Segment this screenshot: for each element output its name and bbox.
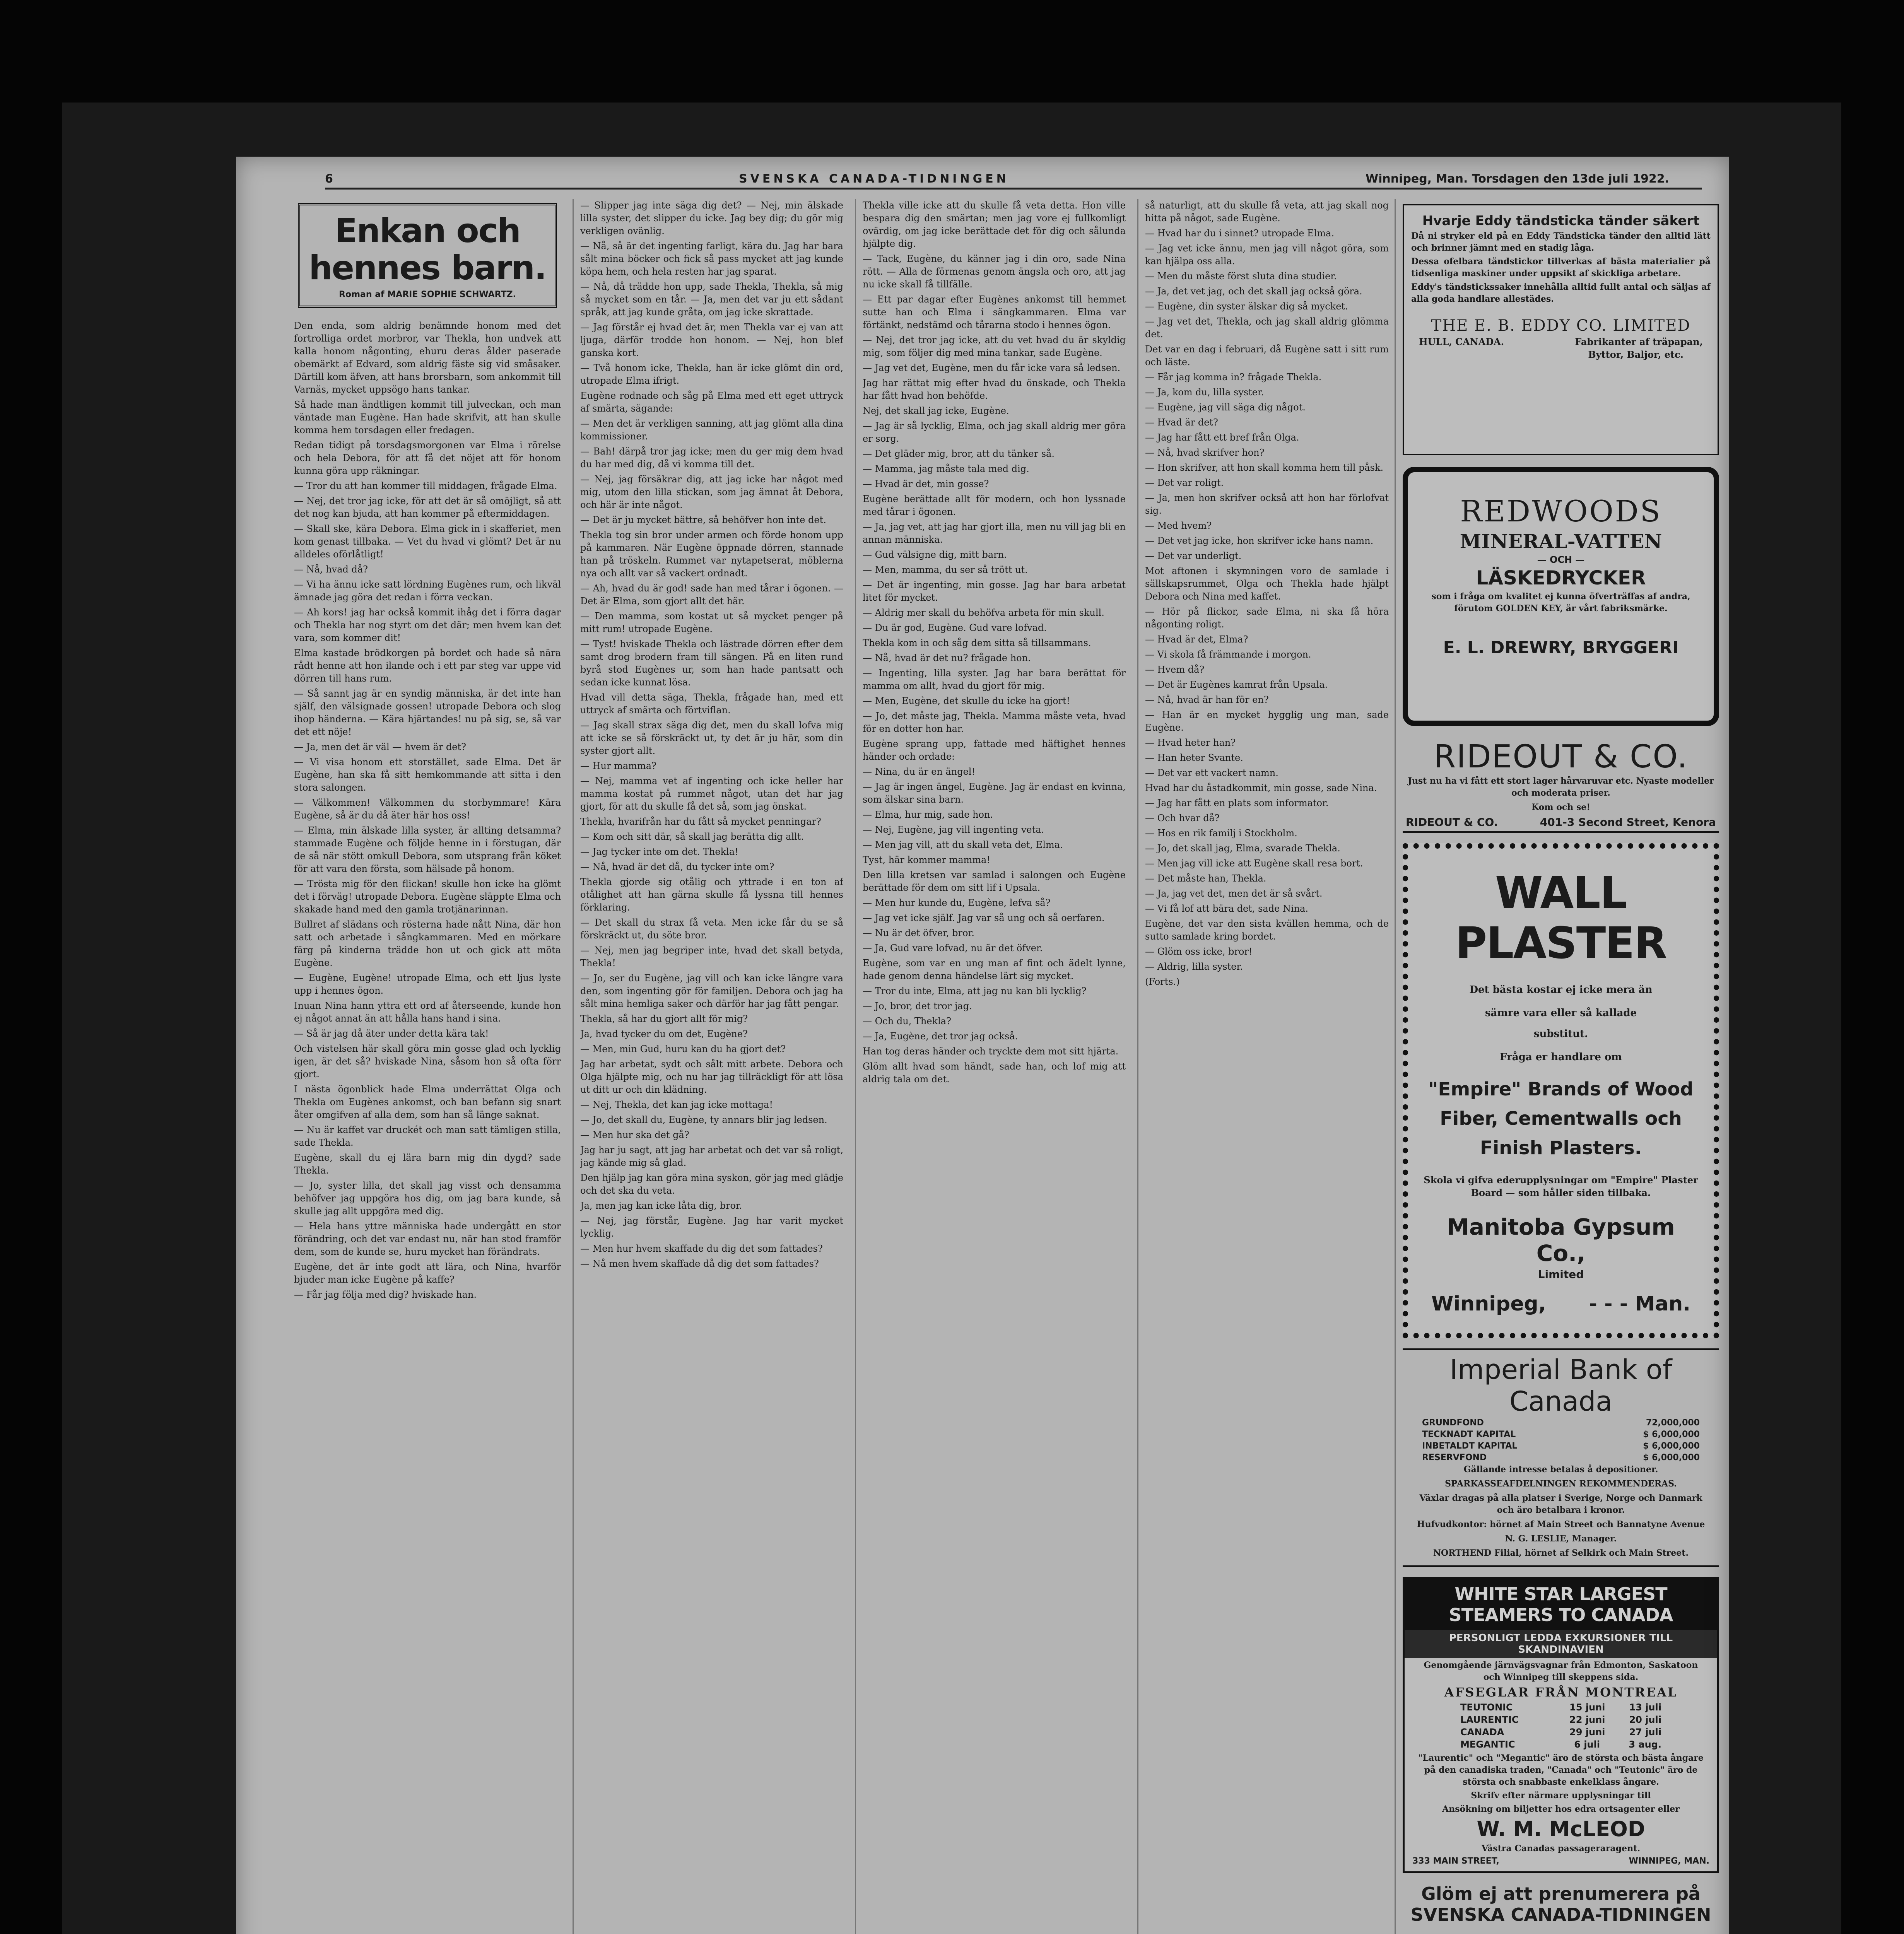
story-paragraph: — Vi skola få främmande i morgon.: [1145, 649, 1311, 660]
story-paragraph: — Nej, jag förstår, Eugène. Jag har varit mycket lycklig.: [580, 1215, 843, 1239]
story-paragraph: Ja, hvad tycker du om det, Eugène?: [580, 1029, 748, 1039]
story-paragraph: — Ja, men det är väl — hvem är det?: [294, 741, 467, 752]
ship-name: LAURENTIC: [1460, 1714, 1519, 1725]
story-column-2: [580, 199, 843, 1934]
bank-note: SPARKASSEAFDELNINGEN REKOMMENDERAS.: [1445, 1479, 1677, 1489]
white-star-via: Genomgående järnvägsvagnar från Edmonton, Saskatoon och Winnipeg till skeppens sida.: [1424, 1660, 1698, 1682]
story-paragraph: — Det är ingenting, min gosse. Jag har bara arbetat litet för mycket.: [863, 579, 1126, 603]
story-paragraph: — Tyst! hviskade Thekla och lästrade dörren efter dem samt drog brodern fram till sängen. På en liten rund byrå stod Eugènes ur, som han hade pantsatt och sedan icke kunnat lösa.: [580, 639, 843, 688]
story-paragraph: — Nej, jag försäkrar dig, att jag icke har något med mig, utom den lilla stickan, som jag ämnat åt Debora, och här är inte något.: [580, 474, 843, 510]
story-paragraph: — Ja, Gud vare lofvad, nu är det öfver.: [863, 943, 1043, 953]
story-paragraph: Thekla ville icke att du skulle få veta detta. Hon ville bespara dig den smärtan; men jag vore ej fullkomligt ovärdig, om jag icke berättade det för dig och sålunda hjälpte dig.: [863, 200, 1126, 249]
story-heading-box: [298, 203, 557, 308]
story-paragraph: Thekla tog sin bror under armen och förde honom upp på kammaren. När Eugène öppnade dörren, stannade han på tröskeln. Rummet var nytapetserat, möblerna nya och allt var så vackert ordnadt.: [580, 530, 843, 579]
story-paragraph: Och vistelsen här skall göra min gosse glad och lycklig igen, är det så? hviskade Nina, såsom hon så ofta förr gjort.: [294, 1043, 561, 1080]
story-paragraph: Eugène berättade allt för modern, och hon lyssnade med tårar i ögonen.: [863, 494, 1126, 517]
rideout-ad: [1403, 736, 1719, 833]
story-paragraph: — Ja, jag vet det, men det är så svårt.: [1145, 888, 1323, 899]
bank-note: Växlar dragas på alla platser i Sverige, Norge och Danmark och äro betalbara i kronor.: [1419, 1493, 1702, 1515]
white-star-ad: [1403, 1577, 1719, 1873]
story-paragraph: — Jo, det skall jag, Elma, svarade Thekla.: [1145, 843, 1340, 854]
story-paragraph: — Jo, ser du Eugène, jag vill och kan icke längre vara den, som ingenting gör för familjen. Debora och jag ha sålt mina hemliga saker och därför har jag fått pengar.: [580, 973, 843, 1009]
story-column-4: [1145, 199, 1389, 1934]
story-paragraph: — Med hvem?: [1145, 520, 1212, 531]
story-paragraph: Eugène rodnade och såg på Elma med ett eget uttryck af smärta, sägande:: [580, 390, 843, 414]
story-paragraph: — Ah, hvad du är god! sade han med tårar i ögonen. — Det är Elma, som gjort allt det här.: [580, 583, 843, 607]
story-paragraph: — Men hur hvem skaffade du dig det som fattades?: [580, 1243, 823, 1254]
story-paragraph: Ja, men jag kan icke låta dig, bror.: [580, 1200, 742, 1211]
redwoods-soft-drinks: LÄSKEDRYCKER: [1476, 567, 1646, 589]
story-paragraph: — Men du måste först sluta dina studier.: [1145, 271, 1337, 282]
story-paragraph: — Nej, men jag begriper inte, hvad det skall betyda, Thekla!: [580, 945, 843, 969]
story-paragraph: — Vi få lof att bära det, sade Nina.: [1145, 903, 1308, 914]
story-paragraph: (Forts.): [1145, 976, 1180, 987]
bank-title: Imperial Bank of Canada: [1449, 1354, 1672, 1417]
story-paragraph: — Jag vet icke ännu, men jag vill något göra, som kan hjälpa oss alla.: [1145, 243, 1389, 267]
ship-date: 15 juni: [1569, 1702, 1605, 1713]
eddy-line: Eddy's tändstickssaker innehålla alltid fullt antal och säljas af alla goda handlare allestädes.: [1411, 282, 1711, 304]
wall-plaster-ad: [1403, 843, 1719, 1338]
story-paragraph: — Gud välsigne dig, mitt barn.: [863, 549, 1007, 560]
white-star-subtitle: PERSONLIGT LEDDA EXKURSIONER TILL SKANDINAVIEN: [1405, 1630, 1717, 1658]
story-paragraph: — Det är ju mycket bättre, så behöfver hon inte det.: [580, 514, 826, 525]
white-star-agent-title: Västra Canadas passageraragent.: [1482, 1843, 1640, 1854]
story-paragraph: Redan tidigt på torsdagsmorgonen var Elma i rörelse och hela Debora, för att få det nöjet att för honom kunna göra upp räkningar.: [294, 440, 561, 476]
redwoods-conjunction: — OCH —: [1537, 554, 1585, 565]
story-paragraph: Det var en dag i februari, då Eugène satt i sitt rum och läste.: [1145, 344, 1389, 367]
eddy-place: HULL, CANADA.: [1419, 336, 1504, 347]
story-paragraph: — Men, mamma, du ser så trött ut.: [863, 564, 1028, 575]
story-paragraph: Eugène, det är inte godt att lära, och Nina, hvarför bjuder man icke Eugène på kaffe?: [294, 1261, 561, 1285]
story-paragraph: — Nu är det öfver, bror.: [863, 928, 974, 938]
bank-manager: N. G. LESLIE, Manager.: [1505, 1534, 1617, 1544]
story-paragraph: — Elma, min älskade lilla syster, är allting detsamma? stammade Eugène och följde henne in i förstugan, där de så när stött omkull Debora, som utsprang från köket för att vara den första, som hälsade på honom.: [294, 825, 561, 874]
story-paragraph: Eugène, skall du ej lära barn mig din dygd? sade Thekla.: [294, 1152, 561, 1176]
story-paragraph: — Jag vet icke själf. Jag var så ung och så oerfaren.: [863, 912, 1105, 923]
story-paragraph: — Hon skrifver, att hon skall komma hem till påsk.: [1145, 462, 1384, 473]
story-paragraph: Elma kastade brödkorgen på bordet och hade så nära rådt henne att hon ilande och i ett par steg var uppe vid dörren till hans rum.: [294, 648, 561, 684]
story-text-col3: [863, 199, 1126, 1086]
plaster-headline: "Empire" Brands of Wood Fiber, Cementwalls och Finish Plasters.: [1428, 1078, 1694, 1159]
eddy-heading: Hvarje Eddy tändsticka tänder säkert: [1422, 213, 1700, 229]
column-divider: [1395, 199, 1396, 1934]
rideout-address: 401-3 Second Street, Kenora: [1540, 816, 1716, 829]
story-paragraph: — Mamma, jag måste tala med dig.: [863, 463, 1029, 474]
story-paragraph: — Hos en rik familj i Stockholm.: [1145, 828, 1297, 839]
story-paragraph: — Nej, mamma vet af ingenting och icke heller har mamma kostat på rummet något, utan det har jag gjort, för att du skulle få det så, som jag önskat.: [580, 776, 843, 812]
story-paragraph: — Jo, syster lilla, det skall jag visst och densamma behöfver jag uppgöra hos dig, om jag bara kunde, så skulle jag allt uppgöra med dig.: [294, 1180, 561, 1216]
story-paragraph: — Jag vet det, Eugène, men du får icke vara så ledsen.: [863, 362, 1121, 373]
story-paragraph: — Eugène, jag vill säga dig något.: [1145, 402, 1306, 413]
story-paragraph: — Ett par dagar efter Eugènes ankomst till hemmet sutte han och Elma i sängkammaren. Elma var förtänkt, nedstämd och tårarna stodo i hennes ögon.: [863, 294, 1126, 330]
issue-date: Winnipeg, Man. Torsdagen den 13de juli 1922.: [1366, 172, 1670, 186]
story-paragraph: — Hela hans yttre människa hade undergått en stor förändring, och det var endast nu, när han stod framför dem, som de kunde se, huru mycket han förändrats.: [294, 1221, 561, 1257]
story-paragraph: — Vi ha ännu icke satt lördning Eugènes rum, och likväl ämnade jag göra det redan i förra veckan.: [294, 579, 561, 603]
story-paragraph: — Men jag vill icke att Eugène skall resa bort.: [1145, 858, 1363, 869]
story-paragraph: — Det är Eugènes kamrat från Upsala.: [1145, 679, 1328, 690]
story-paragraph: — Nå, då trädde hon upp, sade Thekla, Thekla, så mig så mycket som en tår. — Ja, men det var ju ett sådant språk, att jag kunde gråta, om jag icke skrattade.: [580, 281, 843, 318]
story-paragraph: Nej, det skall jag icke, Eugène.: [863, 405, 1009, 416]
story-paragraph: — Hvad har du i sinnet? utropade Elma.: [1145, 228, 1335, 239]
story-paragraph: — Nina, du är en ängel!: [863, 766, 976, 777]
story-paragraph: — Hvad är det, Elma?: [1145, 634, 1248, 645]
story-paragraph: — Och hvar då?: [1145, 813, 1220, 823]
story-byline: Roman af MARIE SOPHIE SCHWARTZ.: [339, 290, 516, 299]
plaster-province: - - - Man.: [1589, 1292, 1690, 1316]
story-paragraph: — Den mamma, som kostat ut så mycket penger på mitt rum! utropade Eugène.: [580, 611, 843, 634]
eddy-line: Då ni stryker eld på en Eddy Tändsticka tänder den alltid lätt och brinner jämnt med en stadig låga.: [1411, 231, 1711, 253]
ship-date: 20 juli: [1629, 1714, 1661, 1725]
bank-row-value: 72,000,000: [1646, 1418, 1700, 1428]
story-paragraph: — Hör på flickor, sade Elma, ni ska få höra någonting roligt.: [1145, 606, 1389, 630]
white-star-apply: Ansökning om biljetter hos edra ortsagenter eller: [1442, 1804, 1680, 1814]
story-paragraph: Inuan Nina hann yttra ett ord af återseende, kunde hon ej något annat än att hålla hans hand i sina.: [294, 1000, 561, 1024]
page-number: 6: [325, 172, 333, 186]
story-paragraph: — Det skall du strax få veta. Men icke får du se så förskräckt ut, du söte bror.: [580, 917, 843, 941]
subscribe-reminder: [1400, 1883, 1721, 1925]
story-paragraph: — Nå, så är det ingenting farligt, kära du. Jag har bara sålt mina böcker och fick så pass mycket att jag kunde köpa hem, och hela resten har jag sparat.: [580, 241, 843, 277]
rideout-invite: Kom och se!: [1531, 802, 1590, 812]
story-paragraph: Jag har arbetat, sydt och sålt mitt arbete. Debora och Olga hjälpte mig, och nu har jag tillräckligt för att lösa ut ditt ur och din klädning.: [580, 1059, 843, 1095]
story-paragraph: Jag har rättat mig efter hvad du önskade, och Thekla har fått hvad hon behöfde.: [863, 378, 1126, 401]
story-paragraph: — Det var ett vackert namn.: [1145, 767, 1278, 778]
story-paragraph: — Ja, men hon skrifver också att hon har förlofvat sig.: [1145, 492, 1389, 516]
rideout-name: RIDEOUT & CO.: [1434, 738, 1688, 775]
story-paragraph: — Eugène, din syster älskar dig så mycket.: [1145, 301, 1348, 312]
redwoods-ad: [1403, 467, 1719, 726]
ship-name: MEGANTIC: [1460, 1739, 1515, 1750]
story-paragraph: — Nå, hvad då?: [294, 564, 368, 575]
story-paragraph: Thekla gjorde sig otålig och yttrade i en ton af otålighet att han gärna skulle få lyssna till hennes förklaring.: [580, 876, 843, 913]
story-paragraph: — Så sannt jag är en syndig människa, är det inte han själf, den välsignade gossen! utropade Debora och slog ihop händerna. — Kära hjärtandes! nu på sig, se, så var det ett nöje!: [294, 688, 561, 737]
story-paragraph: — Kom och sitt där, så skall jag berätta dig allt.: [580, 831, 804, 842]
story-paragraph: — Jo, bror, det tror jag.: [863, 1001, 972, 1011]
story-paragraph: — Nej, Eugène, jag vill ingenting veta.: [863, 824, 1044, 835]
story-paragraph: I nästa ögonblick hade Elma underrättat Olga och Thekla om Eugènes ankomst, och ban befann sig snart åter omgifven af alla dem, som han så länge saknat.: [294, 1084, 561, 1120]
story-paragraph: — Välkommen! Välkommen du storbymmare! Kära Eugène, så är du då äter här hos oss!: [294, 797, 561, 821]
story-paragraph: — Men, Eugène, det skulle du icke ha gjort!: [863, 695, 1070, 706]
story-paragraph: — Det var roligt.: [1145, 477, 1224, 488]
column-divider: [573, 199, 574, 1934]
ship-date: 27 juli: [1629, 1727, 1661, 1738]
plaster-text: sämre vara eller så kallade: [1485, 1007, 1637, 1019]
story-paragraph: — Tack, Eugène, du känner jag i din oro, sade Nina rött. — Alla de förmenas genom ängsla och oro, att jag nu icke skall få tillfälle.: [863, 253, 1126, 290]
bank-row-label: INBETALDT KAPITAL: [1422, 1441, 1518, 1451]
story-paragraph: — Hur mamma?: [580, 760, 656, 771]
imperial-bank-ad: [1403, 1348, 1719, 1567]
story-paragraph: — Elma, hur mig, sade hon.: [863, 809, 993, 820]
story-paragraph: — Nej, Thekla, det kan jag icke mottaga!: [580, 1099, 773, 1110]
plaster-city: Winnipeg,: [1431, 1292, 1546, 1316]
subscribe-line-2: SVENSKA CANADA-TIDNINGEN: [1410, 1904, 1711, 1925]
story-paragraph: — Men hur kunde du, Eugène, lefva så?: [863, 897, 1051, 908]
story-paragraph: Glöm allt hvad som händt, sade han, och lof mig att aldrig tala om det.: [863, 1061, 1126, 1085]
story-paragraph: — Ah kors! jag har också kommit ihåg det i förra dagar och Thekla har nog styrt om det där; men hvem kan det vara, som kommer dit!: [294, 607, 561, 643]
ship-date: 22 juni: [1569, 1714, 1605, 1725]
story-paragraph: — Det gläder mig, bror, att du tänker så.: [863, 448, 1055, 459]
plaster-company: Manitoba Gypsum Co.,: [1447, 1214, 1675, 1266]
story-paragraph: — Skall ske, kära Debora. Elma gick in i skafferiet, men kom genast tillbaka. — Vet du hvad vi glömt? Det är nu alldeles oförlåtligt!: [294, 523, 561, 560]
bank-row-label: RESERVFOND: [1422, 1453, 1487, 1462]
bank-branch: NORTHEND Filial, hörnet af Selkirk och Main Street.: [1433, 1548, 1689, 1558]
story-paragraph: Han tog deras händer och tryckte dem mot sitt hjärta.: [863, 1046, 1119, 1057]
story-paragraph: — Jag har fått en plats som informator.: [1145, 798, 1329, 808]
eddy-line: Dessa ofelbara tändstickor tillverkas af bästa materialier på tidsenliga maskiner under uppsikt af skickliga arbetare.: [1411, 256, 1711, 278]
story-paragraph: — Det var underligt.: [1145, 550, 1242, 561]
masthead-rule: [325, 188, 1702, 190]
redwoods-note: som i fråga om kvalitet ej kunna öfverträffas af andra, förutom GOLDEN KEY, är vårt fabriksmärke.: [1431, 591, 1690, 613]
story-paragraph: — Får jag följa med dig? hviskade han.: [294, 1289, 477, 1300]
bank-row-label: TECKNADT KAPITAL: [1422, 1430, 1516, 1439]
story-paragraph: — Tror du inte, Elma, att jag nu kan bli lycklig?: [863, 986, 1087, 996]
eddy-products-2: Byttor, Baljor, etc.: [1588, 349, 1684, 360]
story-paragraph: Thekla kom in och såg dem sitta så tillsammans.: [863, 637, 1091, 648]
story-paragraph: — Jag förstår ej hvad det är, men Thekla var ej van att ljuga, därför trodde hon honom. — Nej, hon blef ganska kort.: [580, 322, 843, 358]
story-paragraph: — Ingenting, lilla syster. Jag har bara berättat för mamma om allt, hvad du gjort för mig.: [863, 668, 1126, 691]
plaster-text: Det bästa kostar ej icke mera än: [1469, 984, 1653, 996]
bank-note: Hufvudkontor: hörnet af Main Street och Bannatyne Avenue: [1417, 1519, 1705, 1529]
column-divider: [855, 199, 856, 1934]
story-paragraph: så naturligt, att du skulle få veta, att jag skall nog hitta på något, sade Eugène.: [1145, 200, 1389, 224]
story-paragraph: Den lilla kretsen var samlad i salongen och Eugène berättade för dem om sitt lif i Upsala.: [863, 870, 1126, 893]
story-paragraph: Hvad har du åstadkommit, min gosse, sade Nina.: [1145, 782, 1377, 793]
story-paragraph: — Och du, Thekla?: [863, 1016, 951, 1027]
story-paragraph: — Det måste han, Thekla.: [1145, 873, 1266, 884]
story-text-col1: [294, 319, 561, 1301]
eddy-products: Fabrikanter af träpapan,: [1575, 336, 1703, 347]
plaster-title: WALL PLASTER: [1455, 868, 1666, 969]
story-paragraph: — Du är god, Eugène. Gud vare lofvad.: [863, 622, 1047, 633]
story-column-1: [294, 199, 561, 1934]
story-paragraph: — Jag är ingen ängel, Eugène. Jag är endast en kvinna, som älskar sina barn.: [863, 781, 1126, 805]
story-paragraph: — Ja, jag vet, att jag har gjort illa, men nu vill jag bli en annan människa.: [863, 521, 1126, 545]
story-paragraph: — Jag tycker inte om det. Thekla!: [580, 846, 738, 857]
story-paragraph: — Men det är verkligen sanning, att jag glömt alla dina kommissioner.: [580, 418, 843, 442]
redwoods-brewery: E. L. DREWRY, BRYGGERI: [1443, 638, 1679, 658]
bank-row-label: GRUNDFOND: [1422, 1418, 1484, 1428]
rideout-text: Just nu ha vi fått ett stort lager hårvaruvar etc. Nyaste modeller och moderata priser.: [1408, 776, 1714, 798]
plaster-text: Board — som håller siden tillbaka.: [1471, 1187, 1651, 1198]
story-column-3: [863, 199, 1126, 1934]
ship-date: 3 aug.: [1629, 1739, 1661, 1750]
ship-name: TEUTONIC: [1460, 1702, 1513, 1713]
story-paragraph: — Jag har fått ett bref från Olga.: [1145, 432, 1299, 443]
white-star-city: WINNIPEG, MAN.: [1629, 1856, 1709, 1866]
story-paragraph: — Eugène, Eugène! utropade Elma, och ett ljus lyste upp i hennes ögon.: [294, 972, 561, 996]
rideout-footer-name: RIDEOUT & CO.: [1406, 816, 1498, 829]
white-star-schedule: [1460, 1701, 1661, 1751]
story-paragraph: Thekla, hvarifrån har du fått så mycket penningar?: [580, 816, 821, 827]
plaster-text: substitut.: [1533, 1028, 1588, 1040]
story-paragraph: — Han är en mycket hygglig ung man, sade Eugène.: [1145, 709, 1389, 733]
story-paragraph: — Jag är så lycklig, Elma, och jag skall aldrig mer göra er sorg.: [863, 420, 1126, 444]
story-text-col2: [580, 199, 843, 1270]
subscribe-line-1: Glöm ej att prenumerera på: [1421, 1883, 1701, 1904]
story-paragraph: — Det vet jag icke, hon skrifver icke hans namn.: [1145, 535, 1374, 546]
white-star-write: Skrifv efter närmare upplysningar till: [1471, 1790, 1651, 1801]
redwoods-mineral-water: MINERAL-VATTEN: [1460, 530, 1662, 553]
ship-date: 6 juli: [1574, 1739, 1600, 1750]
story-paragraph: — Hvad är det, min gosse?: [863, 478, 989, 489]
story-paragraph: — Aldrig, lilla syster.: [1145, 961, 1243, 972]
story-paragraph: Eugène sprang upp, fattade med häftighet hennes händer och ordade:: [863, 738, 1126, 762]
story-paragraph: — Ja, det vet jag, och det skall jag också göra.: [1145, 286, 1362, 297]
advertisement-column: [1400, 199, 1721, 1934]
story-paragraph: Den hjälp jag kan göra mina syskon, gör jag med glädje och det ska du veta.: [580, 1172, 843, 1196]
story-paragraph: Den enda, som aldrig benämnde honom med det fortrolliga ordet morbror, var Thekla, hon undvek att kalla honom någonting, ehuru deras ålder paserade obemärkt af Edvard, som aldrig fäste sig vid småsaker. Därtill kom äfven, att hans brorsbarn, som ankommit till Varnäs, mycket uppsögo hans tankar.: [294, 320, 561, 395]
story-paragraph: Eugène, som var en ung man af fint och ädelt lynne, hade genom denna händelse lärt sig mycket.: [863, 958, 1126, 981]
story-paragraph: — Tror du att han kommer till middagen, frågade Elma.: [294, 480, 557, 491]
story-paragraph: — Nå, hvad är det nu? frågade hon.: [863, 653, 1031, 663]
white-star-schedule-title: AFSEGLAR FRÅN MONTREAL: [1444, 1685, 1678, 1700]
story-paragraph: — Nå, hvad skrifver hon?: [1145, 447, 1265, 458]
story-paragraph: — Nej, det tror jag icke, att du vet hvad du är skyldig mig, som följer dig med mina tankar, sade Eugène.: [863, 335, 1126, 358]
story-paragraph: — Jag skall strax säga dig det, men du skall lofva mig att icke se så förskräckt ut, ty det är ju här, som din syster gjort allt.: [580, 720, 843, 756]
plaster-limited: Limited: [1538, 1268, 1584, 1281]
plaster-text: Fråga er handlare om: [1500, 1051, 1622, 1063]
bank-row-value: $ 6,000,000: [1643, 1453, 1700, 1462]
column-divider: [1137, 199, 1138, 1934]
story-paragraph: — Men jag vill, att du skall veta det, Elma.: [863, 839, 1063, 850]
story-paragraph: — Nu är kaffet var druckét och man satt tämligen stilla, sade Thekla.: [294, 1124, 561, 1148]
story-paragraph: — Nå, hvad är han för en?: [1145, 694, 1269, 705]
ship-date: 29 juni: [1569, 1727, 1605, 1738]
newspaper-page: [236, 157, 1729, 1934]
story-paragraph: Thekla, så har du gjort allt för mig?: [580, 1013, 748, 1024]
ship-date: 13 juli: [1629, 1702, 1661, 1713]
plaster-text: Skola vi gifva ederupplysningar om "Empire" Plaster: [1424, 1174, 1698, 1186]
white-star-note: "Laurentic" och "Megantic" äro de största och bästa ångare på den canadiska traden, "Canada" och "Teutonic" äro de största och snabbaste enkelklass ångare.: [1418, 1753, 1704, 1787]
white-star-agent: W. M. McLEOD: [1477, 1817, 1645, 1841]
redwoods-brand: REDWOODS: [1460, 494, 1662, 528]
eddy-company: THE E. B. EDDY CO. LIMITED: [1431, 317, 1691, 335]
story-title: Enkan och hennes barn.: [309, 212, 546, 287]
story-paragraph: Jag har ju sagt, att jag har arbetat och det var så roligt, jag kände mig så glad.: [580, 1145, 843, 1168]
story-paragraph: — Men, min Gud, huru kan du ha gjort det?: [580, 1044, 786, 1054]
story-paragraph: — Hvem då?: [1145, 664, 1205, 675]
story-paragraph: Så hade man ändtligen kommit till julveckan, och man väntade man Eugène. Han hade skrifvit, att han skulle komma hem torsdagen eller fredagen.: [294, 399, 561, 436]
story-paragraph: — Jag vet det, Thekla, och jag skall aldrig glömma det.: [1145, 316, 1389, 340]
bank-note: Gällande intresse betalas å depositioner.: [1463, 1464, 1658, 1474]
story-paragraph: — Två honom icke, Thekla, han är icke glömt din ord, utropade Elma ifrigt.: [580, 362, 843, 386]
story-paragraph: Tyst, här kommer mamma!: [863, 854, 990, 865]
story-paragraph: — Nå men hvem skaffade då dig det som fattades?: [580, 1258, 819, 1269]
story-paragraph: — Hvad heter han?: [1145, 737, 1236, 748]
story-paragraph: — Han heter Svante.: [1145, 752, 1243, 763]
story-paragraph: — Men hur ska det gå?: [580, 1129, 689, 1140]
story-paragraph: — Slipper jag inte säga dig det? — Nej, min älskade lilla syster, det slipper du icke. Jag bey dig; du gör mig verkligen ovänlig.: [580, 200, 843, 236]
story-paragraph: — Bah! därpå tror jag icke; men du ger mig dem hvad du har med dig, då vi komma till det.: [580, 446, 843, 470]
story-paragraph: — Ja, Eugène, det tror jag också.: [863, 1031, 1018, 1042]
ship-name: CANADA: [1460, 1727, 1504, 1738]
eddy-matches-ad: [1403, 204, 1719, 455]
story-paragraph: — Trösta mig för den flickan! skulle hon icke ha glömt det i förväg! utropade Debora. Eugène släppte Elma och skakade hand med den gamla trotjänarinnan.: [294, 878, 561, 915]
bank-row-value: $ 6,000,000: [1643, 1441, 1700, 1451]
story-paragraph: Mot aftonen i skymningen voro de samlade i sällskapsrummet, Olga och Thekla hade hjälpt Debora och Nina med kaffet.: [1145, 566, 1389, 602]
story-paragraph: — Så är jag då äter under detta kära tak!: [294, 1028, 489, 1039]
story-paragraph: — Vi visa honom ett storstället, sade Elma. Det är Eugène, han ska få sitt hemkommande att sitta i den stora salongen.: [294, 757, 561, 793]
paper-title: SVENSKA CANADA-TIDNINGEN: [739, 172, 1009, 186]
white-star-address: 333 MAIN STREET,: [1412, 1856, 1499, 1866]
story-paragraph: — Hvad är det?: [1145, 417, 1218, 428]
bank-row-value: $ 6,000,000: [1643, 1430, 1700, 1439]
story-paragraph: Eugène, det var den sista kvällen hemma, och de sutto samlade kring bordet.: [1145, 918, 1389, 942]
story-paragraph: — Jo, det måste jag, Thekla. Mamma måste veta, hvad för en dotter hon har.: [863, 711, 1126, 734]
story-paragraph: — Jo, det skall du, Eugène, ty annars blir jag ledsen.: [580, 1114, 827, 1125]
story-paragraph: Bullret af slädans och rösterna hade nått Nina, där hon satt och arbetade i sångkammaren. Med en mörkare färg på kinderna trädde hon ut och gick att möta Eugène.: [294, 919, 561, 968]
story-paragraph: Hvad vill detta säga, Thekla, frågade han, med ett uttryck af smärta och förtviflan.: [580, 692, 843, 716]
story-paragraph: — Får jag komma in? frågade Thekla.: [1145, 372, 1322, 383]
story-paragraph: — Glöm oss icke, bror!: [1145, 946, 1253, 957]
story-paragraph: — Ja, kom du, lilla syster.: [1145, 387, 1264, 398]
story-paragraph: — Nej, det tror jag icke, för att det är så omöjligt, så att det nog kan bjuda, att han kommer på eftermiddagen.: [294, 495, 561, 519]
story-text-col4: [1145, 199, 1389, 988]
white-star-banner: WHITE STAR LARGEST STEAMERS TO CANADA: [1405, 1579, 1717, 1630]
story-paragraph: — Nå, hvad är det då, du tycker inte om?: [580, 861, 774, 872]
story-paragraph: — Aldrig mer skall du behöfva arbeta för min skull.: [863, 607, 1104, 618]
